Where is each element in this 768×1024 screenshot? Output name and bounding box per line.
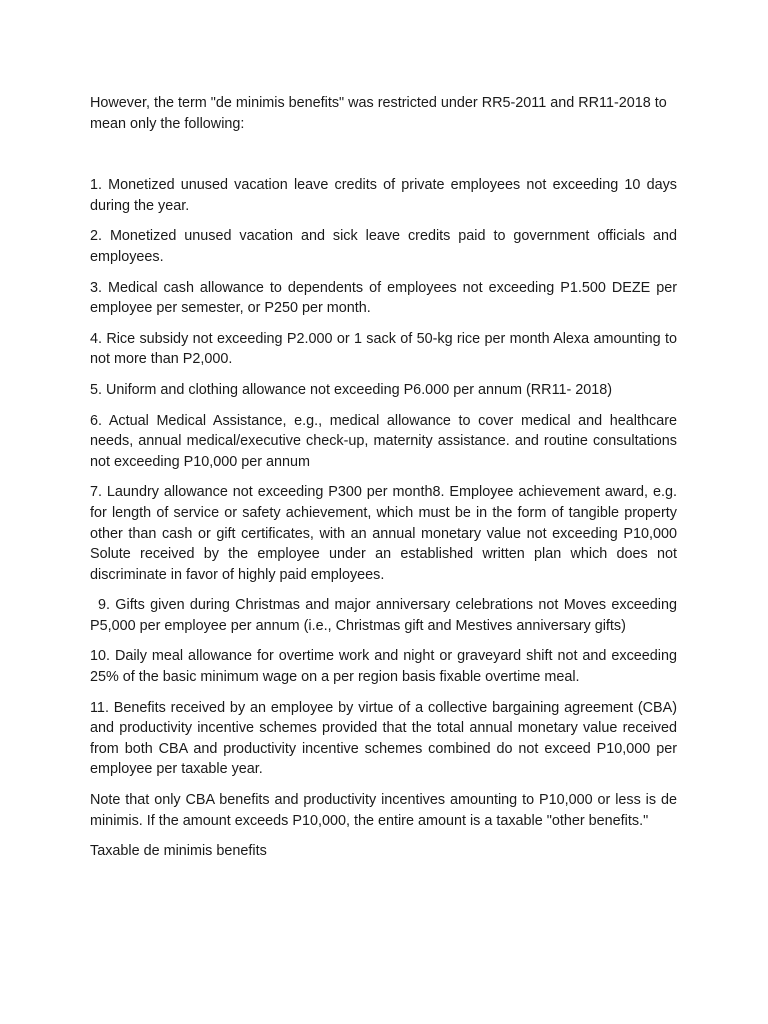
list-item-9: 9. Gifts given during Christmas and major anniversary celebrations not Moves exceeding P5,000 per employee per annum (i.e., Christmas gift and Mestives anniversary gifts) bbox=[90, 597, 677, 634]
intro-paragraph: However, the term "de minimis benefits" was restricted under RR5-2011 and RR11-2018 to mean only the following: bbox=[90, 95, 667, 132]
list-item-3: 3. Medical cash allowance to dependents of employees not exceeding P1.500 DEZE per employee per semester, or P250 per month. bbox=[90, 279, 677, 317]
list-item-7: 7. Laundry allowance not exceeding P300 per month8. Employee achievement award, e.g. for length of service or safety achievement, which must be in the form of tangible property other than cash or gift certificates, with an annual monetary value not exceeding P10,000 Solute received by the employee under an established written plan which does not discriminate in favor of highly paid employees. bbox=[90, 484, 677, 583]
note-paragraph: Note that only CBA benefits and productivity incentives amounting to P10,000 or less is de minimis. If the amount exceeds P10,000, the entire amount is a taxable "other benefits." bbox=[90, 792, 677, 829]
list-item-5: 5. Uniform and clothing allowance not exceeding P6.000 per annum (RR11- 2018) bbox=[90, 381, 613, 398]
section-heading: Taxable de minimis benefits bbox=[90, 843, 267, 860]
list-item-11: 11. Benefits received by an employee by virtue of a collective bargaining agreement (CBA) and productivity incentive schemes provided that the total annual monetary value received from both CBA and productivity incentive schemes combined do not exceed P10,000 per employee per taxable year. bbox=[90, 699, 677, 778]
list-item-2: 2. Monetized unused vacation and sick leave credits paid to government officials and employees. bbox=[90, 228, 677, 265]
list-item-10: 10. Daily meal allowance for overtime work and night or graveyard shift not and exceeding 25% of the basic minimum wage on a per region basis fixable overtime meal. bbox=[90, 648, 677, 686]
list-item-1: 1. Monetized unused vacation leave credits of private employees not exceeding 10 days during the year. bbox=[90, 177, 677, 214]
list-item-6: 6. Actual Medical Assistance, e.g., medical allowance to cover medical and healthcare needs, annual medical/executive check-up, maternity assistance. and routine consultations not exceeding P10,000 per annum bbox=[90, 412, 677, 470]
list-item-4: 4. Rice subsidy not exceeding P2.000 or 1 sack of 50-kg rice per month Alexa amounting to not more than P2,000. bbox=[90, 330, 677, 368]
document-page bbox=[90, 93, 677, 862]
